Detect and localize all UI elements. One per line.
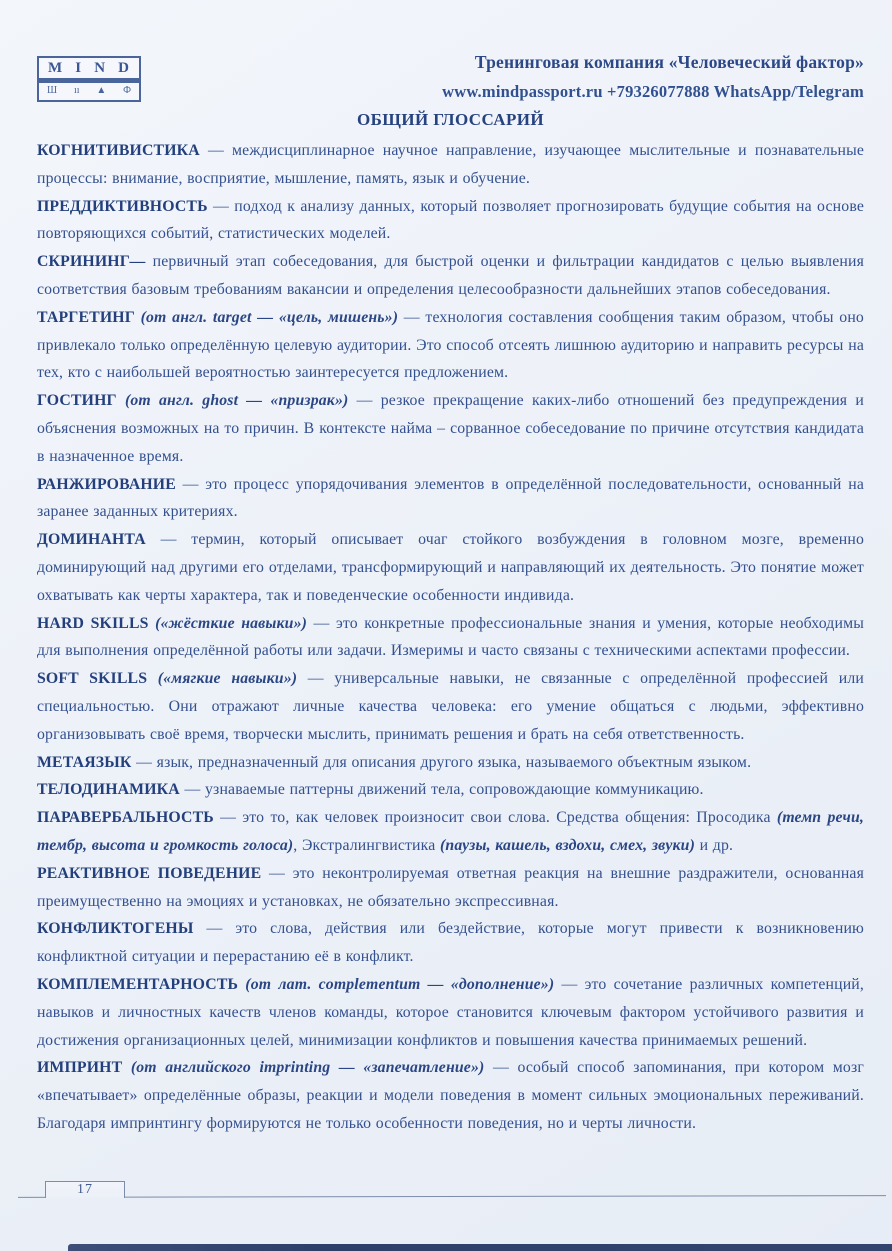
mind-logo-glyph-row	[39, 83, 139, 100]
contact-line: www.mindpassport.ru +79326077888 WhatsApp/Telegram	[442, 82, 864, 101]
glossary-definition: первичный этап собеседования, для быстрой оценки и фильтрации кандидатов с целью выявления соответствия базовым требованиям вакансии и определения целесообразности дальнейших этапов собеседования.	[37, 253, 864, 298]
glossary-term-note: (паузы, кашель, вздохи, смех, звуки)	[440, 836, 695, 854]
page-header	[37, 50, 864, 102]
glossary-term: СКРИНИНГ—	[37, 253, 146, 271]
page-number: 17	[77, 1182, 93, 1197]
glossary-definition: — подход к анализу данных, который позволяет прогнозировать будущие события на основе повторяющихся событий, статистических моделей.	[37, 197, 864, 243]
glossary-entry	[37, 665, 864, 748]
glossary-term: SOFT SKILLS	[37, 670, 158, 688]
glossary-term-note: (от англ. target — «цель, мишень»)	[140, 308, 399, 326]
page-content	[37, 50, 864, 1138]
glossary-entry	[37, 248, 864, 304]
logo-letter: M	[48, 60, 64, 76]
logo-letter: D	[118, 60, 130, 76]
glossary-entry	[37, 610, 864, 666]
glossary-definition: — это конкретные профессиональные знания и умения, которые необходимы для выполнения определённой работы или задачи. Измеримы и часто связаны с техническими аспектами профессии.	[37, 614, 864, 660]
logo-glyph-icon: ▲	[96, 85, 107, 96]
glossary-entry	[37, 804, 864, 860]
glossary-definition: — узнаваемые паттерны движений тела, сопровождающие коммуникацию.	[179, 781, 704, 799]
scan-bottom-edge	[68, 1244, 892, 1251]
logo-letter: N	[94, 60, 107, 76]
glossary-definition: — это процесс упорядочивания элементов в определённой последовательности, основанный на заранее заданных критериях.	[37, 475, 864, 521]
glossary-entry	[37, 137, 864, 193]
glossary-term: ПАРАВЕРБАЛЬНОСТЬ	[37, 809, 214, 827]
glossary-definition: — особый способ запоминания, при котором мозг «впечатывает» определённые образы, реакции и модели поведения в момент сильных эмоциональных переживаний. Благодаря импринтингу формируются не только особенности поведения, но и черты личности.	[37, 1059, 864, 1132]
glossary-term: ТЕЛОДИНАМИКА	[37, 781, 180, 799]
glossary-term: КОГНИТИВИСТИКА	[37, 142, 200, 159]
glossary-entry	[37, 1054, 864, 1137]
logo-glyph-icon: Ш	[47, 85, 58, 96]
glossary-term-note: (от лат. complementum — «дополнение»)	[245, 975, 555, 993]
glossary-definition: — это то, как человек произносит свои слова. Средства общения: Просодика	[213, 809, 777, 827]
glossary-definition: — технология составления сообщения таким образом, чтобы оно привлекало только определённую целевую аудитории. Это способ отсеять лишнюю аудиторию и направить ресурсы на тех, кто с наибольшей вероятностью заинтересуется предложением.	[37, 308, 864, 382]
glossary-term-note: (темп речи, тембр, высота и громкость голоса)	[37, 809, 864, 854]
glossary-term: ДОМИНАНТА	[37, 531, 146, 549]
glossary-term-note: (от английского imprinting — «запечатление»)	[130, 1059, 485, 1077]
glossary-term: МЕТАЯЗЫК	[37, 753, 132, 771]
glossary-term: ИМПРИНТ	[37, 1059, 131, 1077]
page-number-tab	[45, 1181, 125, 1198]
glossary-term-note: (от англ. ghost — «призрак»)	[124, 392, 349, 410]
glossary-entry	[37, 971, 864, 1054]
glossary-definition: — это неконтролируемая ответная реакция на внешние раздражители, основанная преимущественно на эмоциях и установках, не обязательно экспрессивная.	[37, 864, 864, 910]
mind-logo-letters	[39, 58, 139, 83]
glossary-definition: — это слова, действия или бездействие, которые могут привести к возникновению конфликтной ситуации и перерастанию её в конфликт.	[37, 920, 864, 966]
glossary-term: КОМПЛЕМЕНТАРНОСТЬ	[37, 975, 246, 993]
glossary-term-note: («мягкие навыки»)	[157, 670, 298, 688]
page-title: ОБЩИЙ ГЛОССАРИЙ	[357, 110, 544, 129]
footer-rule	[18, 1195, 886, 1198]
glossary-entry	[37, 526, 864, 609]
glossary-definition: — резкое прекращение каких-либо отношений без предупреждения и объяснения возможных на то причин. В контексте найма – сорванное собеседование по причине отсутствия кандидата в назначенное время.	[37, 392, 864, 465]
glossary-term: ТАРГЕТИНГ	[37, 308, 141, 326]
header-right	[141, 50, 864, 102]
glossary-definition: — универсальные навыки, не связанные с определённой профессией или специальностью. Они отражают личные качества человека: его умение общаться с людьми, эффективно организовывать своё время, творчески мыслить, принимать решения и брать на себя ответственность.	[37, 670, 864, 743]
glossary-definition: — это сочетание различных компетенций, навыков и личностных качеств членов команды, которое становится ключевым фактором устойчивого развития и достижения организационных целей, минимизации конфликтов и повышения качества принимаемых решений.	[37, 975, 865, 1049]
mind-logo	[37, 56, 141, 102]
glossary-entry	[37, 193, 864, 249]
logo-letter: I	[75, 60, 83, 76]
glossary-definition: — язык, предназначенный для описания другого языка, называемого объектным языком.	[131, 753, 752, 771]
glossary	[37, 137, 864, 1138]
logo-glyph-icon: ıı	[73, 85, 80, 96]
glossary-definition: и др.	[695, 836, 734, 854]
glossary-term: РЕАКТИВНОЕ ПОВЕДЕНИЕ	[37, 864, 262, 882]
glossary-term-note: («жёсткие навыки»)	[155, 614, 308, 632]
company-name: Тренинговая компания «Человеческий фактор»	[474, 52, 864, 72]
glossary-term: HARD SKILLS	[37, 614, 156, 632]
glossary-term: ГОСТИНГ	[37, 392, 125, 410]
glossary-entry	[37, 387, 864, 470]
glossary-entry	[37, 915, 864, 971]
glossary-term: ПРЕДДИКТИВНОСТЬ	[37, 197, 208, 215]
glossary-term: РАНЖИРОВАНИЕ	[37, 475, 176, 493]
glossary-term: КОНФЛИКТОГЕНЫ	[37, 920, 194, 938]
logo-glyph-icon: Ф	[123, 85, 131, 96]
glossary-definition: , Экстралингвистика	[293, 836, 440, 854]
glossary-definition: — междисциплинарное научное направление, изучающее мыслительные и познавательные процессы: внимание, восприятие, мышление, память, язык и обучение.	[37, 142, 864, 187]
glossary-entry	[37, 749, 864, 777]
glossary-entry	[37, 304, 864, 387]
glossary-definition: — термин, который описывает очаг стойкого возбуждения в головном мозге, временно доминирующий над другими его отделами, трансформирующий и направляющий их деятельность. Это понятие может охватывать как черты характера, так и поведенческие особенности индивида.	[37, 531, 864, 604]
glossary-entry	[37, 776, 864, 804]
glossary-entry	[37, 860, 864, 916]
glossary-entry	[37, 471, 864, 527]
